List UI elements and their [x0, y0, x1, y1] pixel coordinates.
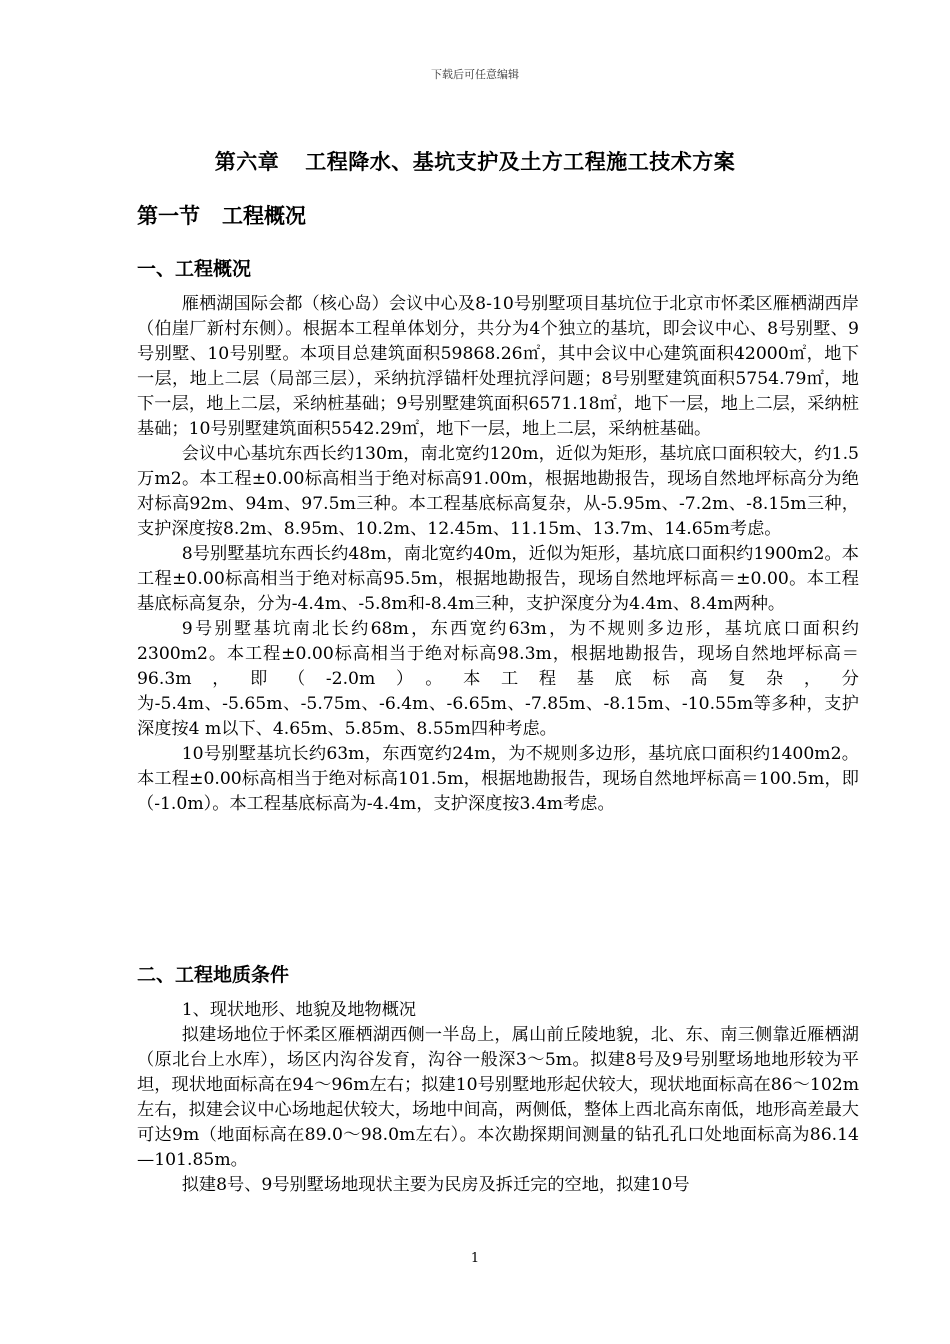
paragraph: 8号别墅基坑东西长约48m，南北宽约40m，近似为矩形，基坑底口面积约1900m2。本工程±0.00标高相当于绝对标高95.5m，根据地勘报告，现场自然地坪标高＝±0.00。本工程基底标高复杂，分为-4.4m、-5.8m和-8.4m三种，支护深度分为4.4m、8.4m两种。	[137, 544, 859, 614]
section-title	[137, 200, 306, 230]
paragraph: 拟建8号、9号别墅场地现状主要为民房及拆迁完的空地，拟建10号	[181, 1175, 690, 1195]
page-number: 1	[470, 1251, 480, 1266]
subsection-title-2: 二、工程地质条件	[137, 964, 290, 986]
paragraph: 9号别墅基坑南北长约68m，东西宽约63m，为不规则多边形，基坑底口面积约2300m2。本工程±0.00标高相当于绝对标高98.3m，根据地勘报告，现场自然地坪标高＝96.3m，即（-2.0m）。本工程基底标高复杂，分为-5.4m、-5.65m、-5.75m、-6.4m、-6.65m、-7.85m、-8.15m、-10.55m等多种，支护深度按4 m以下、4.65m、5.85m、8.55m四种考虑。	[137, 619, 859, 739]
chapter-number: 第六章	[214, 150, 280, 174]
paragraph: 1、现状地形、地貌及地物概况	[181, 1000, 417, 1020]
section-number: 第一节	[137, 204, 200, 228]
header-note: 下载后可任意编辑	[431, 68, 519, 81]
section-name: 工程概况	[222, 204, 306, 228]
paragraph: 10号别墅基坑长约63m，东西宽约24m，为不规则多边形，基坑底口面积约1400m2。本工程±0.00标高相当于绝对标高101.5m，根据地勘报告，现场自然地坪标高＝100.5m，即（-1.0m）。本工程基底标高为-4.4m，支护深度按3.4m考虑。	[137, 744, 859, 814]
chapter-name: 工程降水、基坑支护及土方工程施工技术方案	[305, 150, 736, 174]
chapter-title	[0, 146, 950, 176]
subsection-body-2	[137, 998, 859, 1198]
subsection-body-1	[137, 292, 859, 817]
paragraph: 雁栖湖国际会都（核心岛）会议中心及8-10号别墅项目基坑位于北京市怀柔区雁栖湖西岸（伯崖厂新村东侧）。根据本工程单体划分，共分为4个独立的基坑，即会议中心、8号别墅、9号别墅、10号别墅。本项目总建筑面积59868.26㎡，其中会议中心建筑面积42000㎡，地下一层，地上二层（局部三层），采纳抗浮锚杆处理抗浮问题；8号别墅建筑面积5754.79㎡，地下一层，地上二层，采纳桩基础；9号别墅建筑面积6571.18㎡，地下一层，地上二层，采纳桩基础；10号别墅建筑面积5542.29㎡，地下一层，地上二层，采纳桩基础。	[137, 294, 859, 439]
subsection-title-1: 一、工程概况	[137, 258, 252, 280]
paragraph: 拟建场地位于怀柔区雁栖湖西侧一半岛上，属山前丘陵地貌，北、东、南三侧靠近雁栖湖（原北台上水库），场区内沟谷发育，沟谷一般深3～5m。拟建8号及9号别墅场地地形较为平坦，现状地面标高在94～96m左右；拟建10号别墅地形起伏较大，现状地面标高在86～102m左右，拟建会议中心场地起伏较大，场地中间高，两侧低，整体上西北高东南低，地形高差最大可达9m（地面标高在89.0～98.0m左右）。本次勘探期间测量的钻孔孔口处地面标高为86.14—101.85m。	[137, 1025, 859, 1170]
paragraph: 会议中心基坑东西长约130m，南北宽约120m，近似为矩形，基坑底口面积较大，约1.5万m2。本工程±0.00标高相当于绝对标高91.00m，根据地勘报告，现场自然地坪标高分为绝对标高92m、94m、97.5m三种。本工程基底标高复杂，从-5.95m、-7.2m、-8.15m三种，支护深度按8.2m、8.95m、10.2m、12.45m、11.15m、13.7m、14.65m考虑。	[137, 444, 859, 539]
